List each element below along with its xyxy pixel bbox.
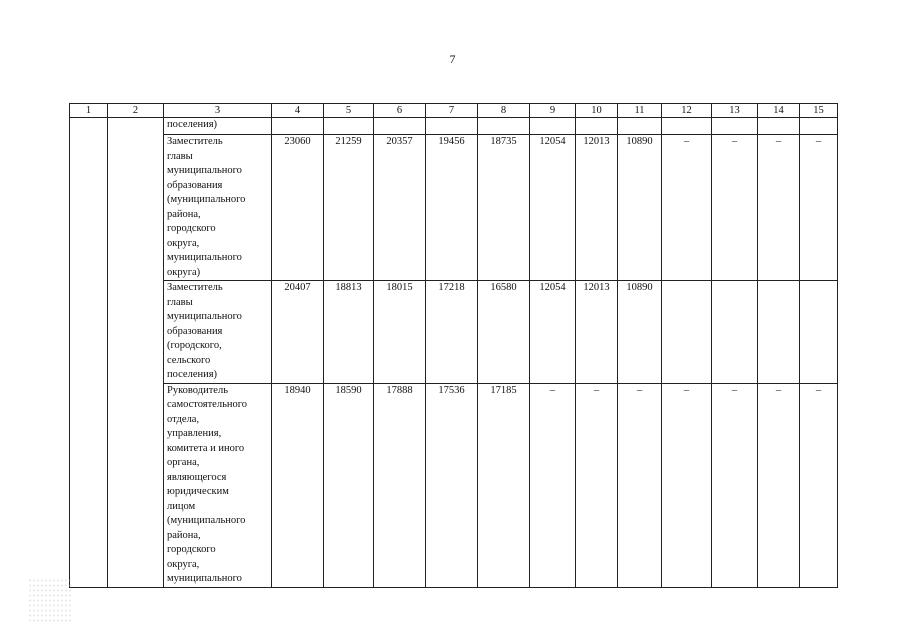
value-cell: 12013 <box>576 135 618 281</box>
value-cell: – <box>618 383 662 587</box>
position-line: управления, <box>167 428 222 439</box>
position-line: отдела, <box>167 413 200 425</box>
value-cell: – <box>530 383 576 587</box>
column-header: 14 <box>758 104 800 118</box>
value-cell: – <box>576 383 618 587</box>
value-cell <box>800 281 838 384</box>
position-line: муниципального <box>167 573 242 584</box>
header-row <box>70 104 838 118</box>
value-cell <box>662 281 712 384</box>
value-cell <box>576 118 618 135</box>
value-cell <box>426 118 478 135</box>
position-line: поселения) <box>167 369 218 380</box>
value-cell: 20407 <box>272 281 324 384</box>
column-header: 1 <box>70 104 108 118</box>
value-cell <box>530 118 576 135</box>
position-line: района, <box>167 208 201 220</box>
column-header: 13 <box>712 104 758 118</box>
value-cell: 12013 <box>576 281 618 384</box>
page-number: 7 <box>449 52 456 66</box>
value-cell <box>712 281 758 384</box>
position-line: Заместитель <box>167 282 223 293</box>
value-cell: 18813 <box>324 281 374 384</box>
position-line: органа, <box>167 457 200 468</box>
position-line: самостоятельного <box>167 399 248 410</box>
position-line: лицом <box>167 500 196 512</box>
value-cell: – <box>712 383 758 587</box>
value-cell: 10890 <box>618 281 662 384</box>
value-cell <box>374 118 426 135</box>
column-header: 6 <box>374 104 426 118</box>
position-line: Заместитель <box>167 136 223 147</box>
position-line: (городского, <box>167 340 222 351</box>
value-cell <box>712 118 758 135</box>
column-header: 3 <box>164 104 272 118</box>
column-header: 7 <box>426 104 478 118</box>
value-cell: 17536 <box>426 383 478 587</box>
value-cell: 10890 <box>618 135 662 281</box>
value-cell: 17218 <box>426 281 478 384</box>
value-cell: 21259 <box>324 135 374 281</box>
value-cell: 17888 <box>374 383 426 587</box>
position-line: юридическим <box>167 486 229 497</box>
value-cell: – <box>800 135 838 281</box>
position-line: округа, <box>167 237 200 249</box>
value-cell: 12054 <box>530 135 576 281</box>
column-2-cell <box>108 118 164 588</box>
column-header: 5 <box>324 104 374 118</box>
value-cell: 19456 <box>426 135 478 281</box>
position-line: Руководитель <box>167 384 228 396</box>
column-1-cell <box>70 118 108 588</box>
value-cell: 18940 <box>272 383 324 587</box>
position-line: округа) <box>167 266 201 278</box>
value-cell: 18015 <box>374 281 426 384</box>
value-cell <box>324 118 374 135</box>
position-line: округа, <box>167 558 200 570</box>
column-header: 10 <box>576 104 618 118</box>
value-cell: – <box>758 135 800 281</box>
column-header: 8 <box>478 104 530 118</box>
value-cell: – <box>758 383 800 587</box>
value-cell: 17185 <box>478 383 530 587</box>
position-line: городского <box>167 544 216 555</box>
position-line: сельского <box>167 354 211 366</box>
value-cell: 12054 <box>530 281 576 384</box>
table-row <box>70 135 838 281</box>
position-cell <box>164 383 272 587</box>
position-line: главы <box>167 296 193 308</box>
position-line: района, <box>167 529 201 541</box>
salary-table <box>69 103 838 588</box>
value-cell <box>758 281 800 384</box>
value-cell <box>662 118 712 135</box>
position-line: муниципального <box>167 165 242 176</box>
value-cell: – <box>662 135 712 281</box>
scan-artifact <box>28 578 72 622</box>
column-header: 4 <box>272 104 324 118</box>
table-row <box>70 383 838 587</box>
position-line: образования <box>167 179 223 191</box>
value-cell: 18590 <box>324 383 374 587</box>
column-header: 12 <box>662 104 712 118</box>
value-cell: – <box>800 383 838 587</box>
value-cell: 23060 <box>272 135 324 281</box>
value-cell <box>800 118 838 135</box>
value-cell <box>478 118 530 135</box>
position-line: главы <box>167 150 193 162</box>
table-row <box>70 281 838 384</box>
value-cell: 16580 <box>478 281 530 384</box>
position-line: комитета и иного <box>167 442 245 454</box>
column-header: 11 <box>618 104 662 118</box>
position-line: муниципального <box>167 252 242 263</box>
position-line: муниципального <box>167 311 242 322</box>
value-cell <box>758 118 800 135</box>
continuation-row <box>70 118 838 135</box>
value-cell <box>618 118 662 135</box>
value-cell: 18735 <box>478 135 530 281</box>
column-header: 9 <box>530 104 576 118</box>
position-line: (муниципального <box>167 194 246 205</box>
position-line: являющегося <box>167 471 227 483</box>
position-line: (муниципального <box>167 515 246 526</box>
value-cell: – <box>712 135 758 281</box>
position-cell: поселения) <box>164 118 272 135</box>
value-cell: 20357 <box>374 135 426 281</box>
position-line: городского <box>167 223 216 234</box>
value-cell: – <box>662 383 712 587</box>
position-cell <box>164 281 272 384</box>
position-cell <box>164 135 272 281</box>
column-header: 2 <box>108 104 164 118</box>
column-header: 15 <box>800 104 838 118</box>
value-cell <box>272 118 324 135</box>
position-line: образования <box>167 325 223 337</box>
